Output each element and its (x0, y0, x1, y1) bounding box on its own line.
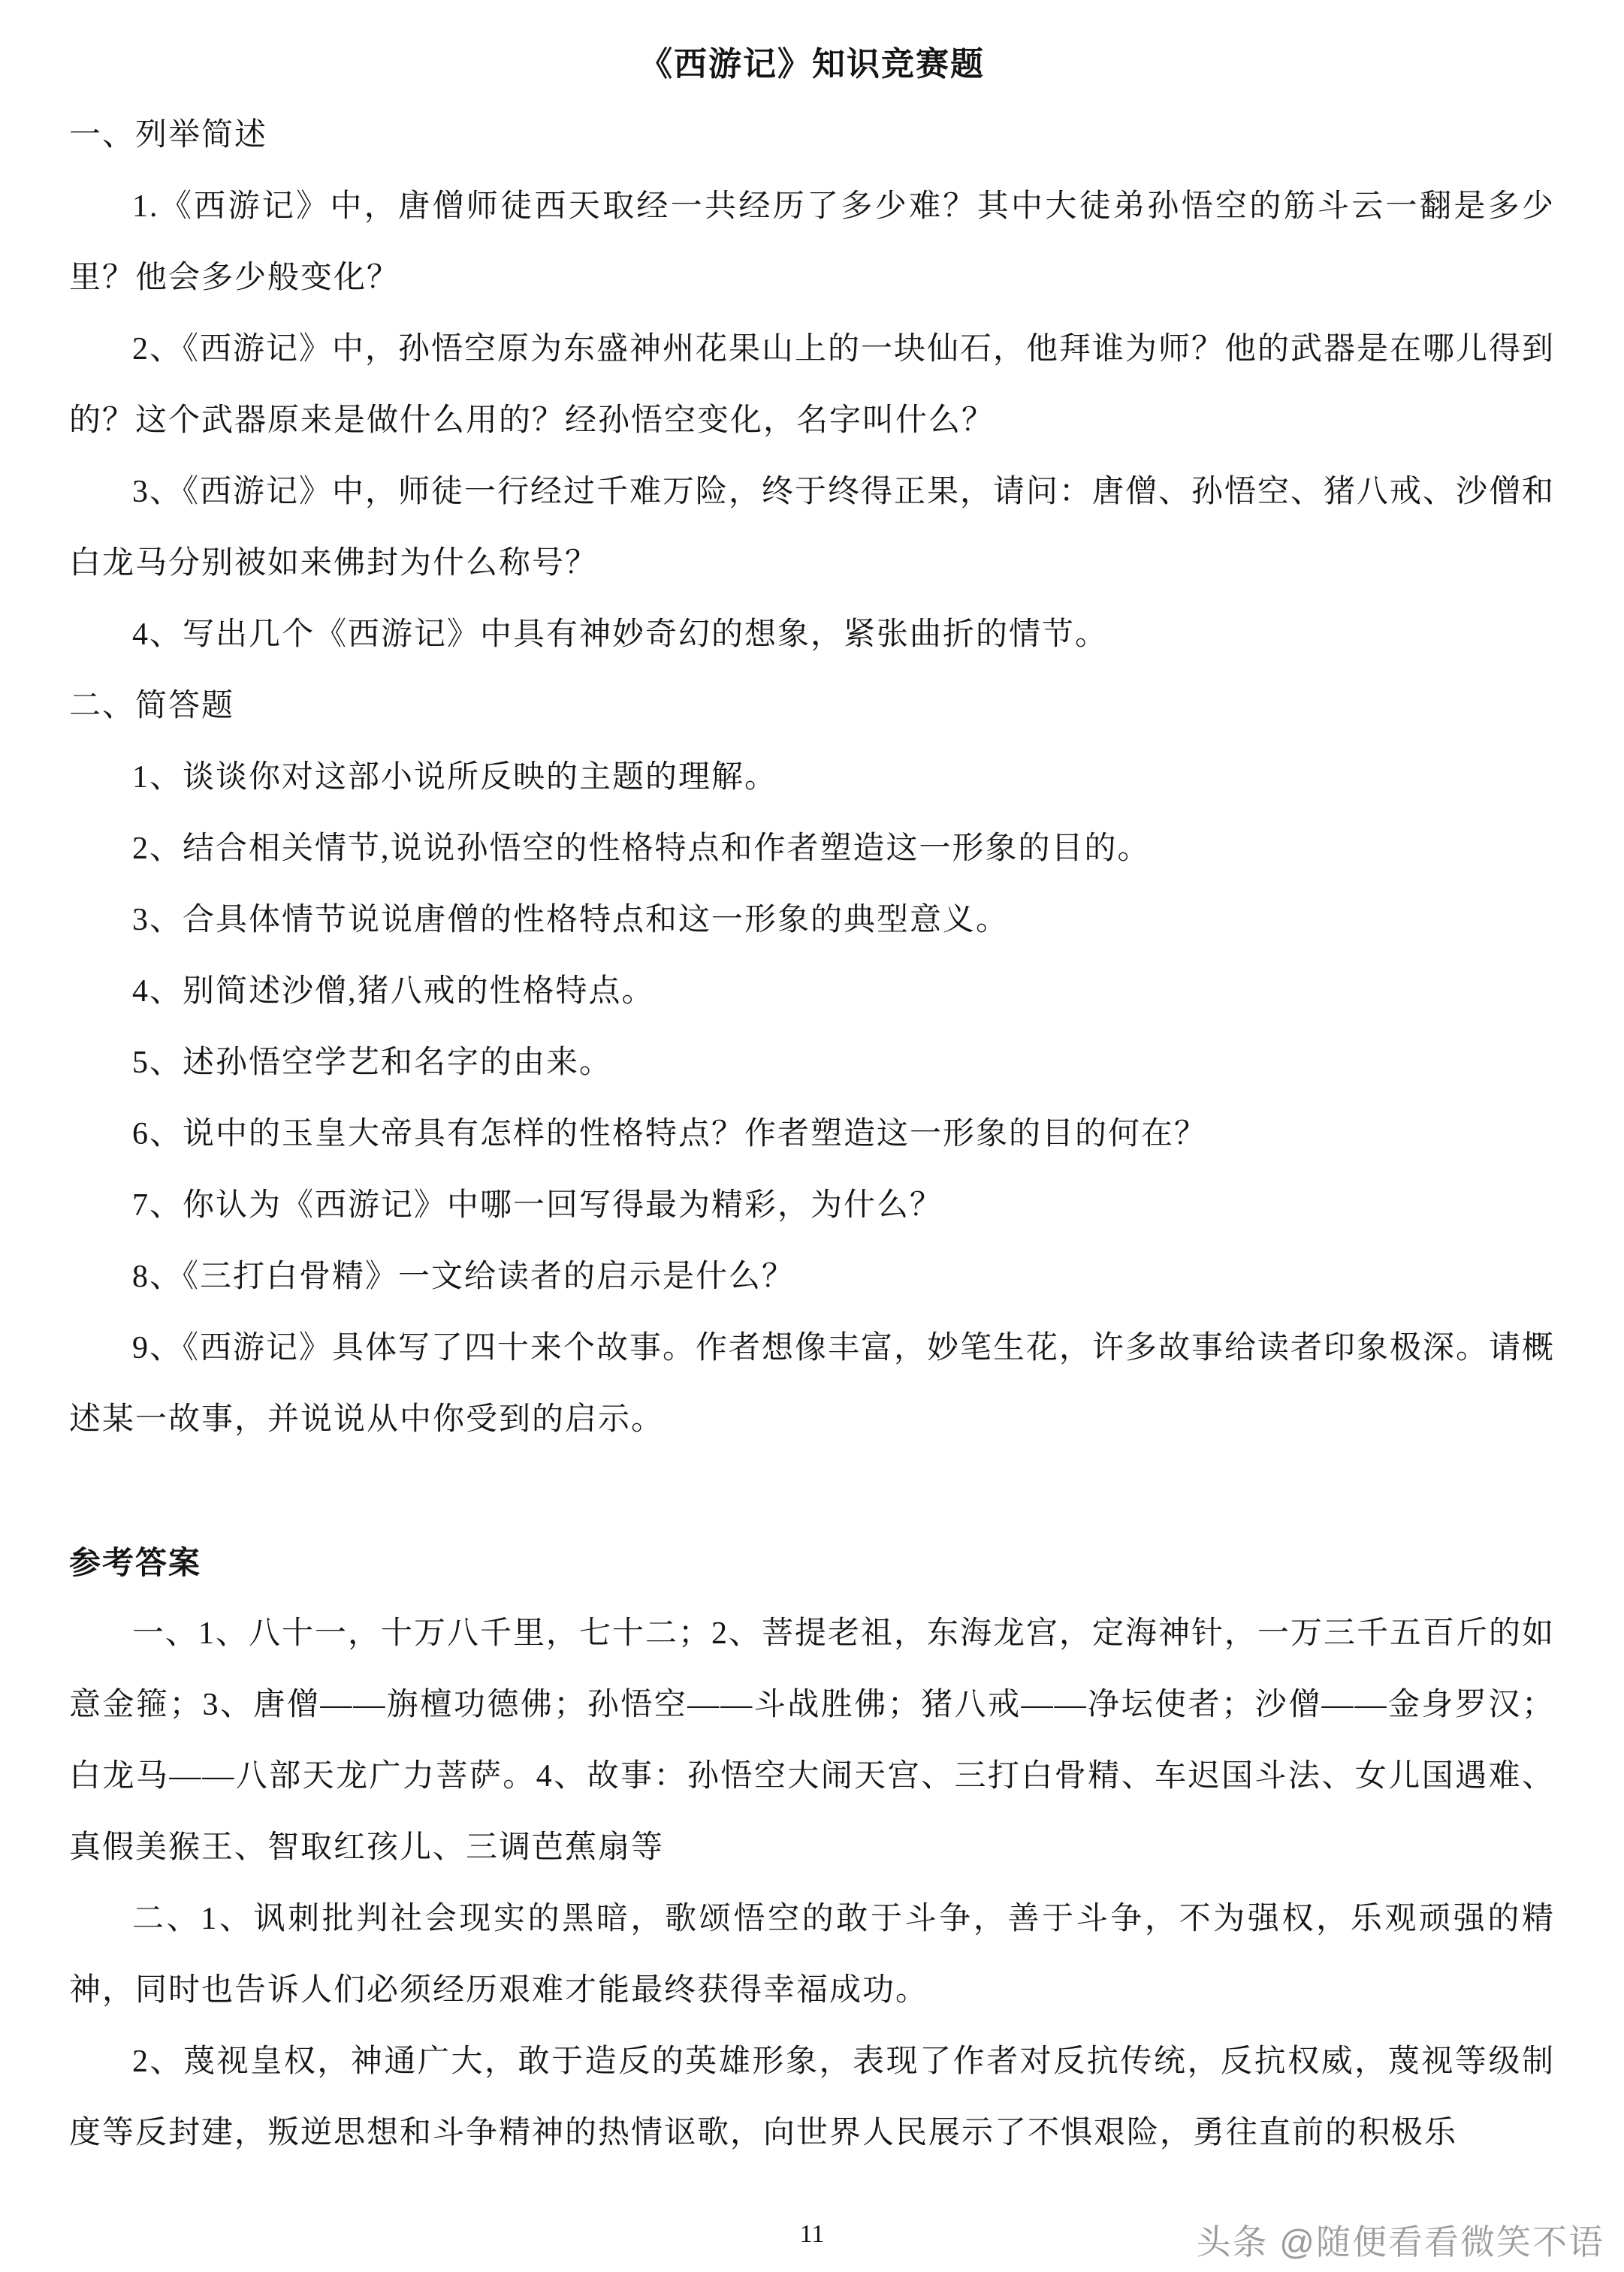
question-item: 2、结合相关情节,说说孙悟空的性格特点和作者塑造这一形象的目的。 (132, 831, 1151, 866)
question-item: 7、你认为《西游记》中哪一回写得最为精彩，为什么？ (132, 1188, 943, 1223)
answer-item: 二、1、讽刺批判社会现实的黑暗，歌颂悟空的敢于斗争，善于斗争，不为强权，乐观顽强的精神，同时也告诉人们必须经历艰难才能最终获得幸福成功。 (69, 1902, 1555, 2008)
watermark: 头条 @随便看看微笑不语 (1196, 2222, 1604, 2261)
question-item: 1.《西游记》中，唐僧师徒西天取经一共经历了多少难？其中大徒弟孙悟空的筋斗云一翻是多少里？他会多少般变化？ (69, 189, 1555, 295)
question-item: 8、《三打白骨精》一文给读者的启示是什么？ (132, 1260, 795, 1294)
section-heading-short-answer: 二、简答题 (69, 689, 235, 723)
answer-item: 2、蔑视皇权，神通广大，敢于造反的英雄形象，表现了作者对反抗传统，反抗权威，蔑视等级制度等反封建，叛逆思想和斗争精神的热情讴歌，向世界人民展示了不惧艰险，勇往直前的积极乐 (69, 2044, 1555, 2150)
question-item: 2、《西游记》中，孙悟空原为东盛神州花果山上的一块仙石，他拜谁为师？他的武器是在哪儿得到的？这个武器原来是做什么用的？经孙悟空变化，名字叫什么？ (69, 332, 1556, 438)
question-item: 5、述孙悟空学艺和名字的由来。 (132, 1045, 613, 1080)
question-item: 4、写出几个《西游记》中具有神妙奇幻的想象，紧张曲折的情节。 (132, 617, 1109, 652)
question-item: 3、合具体情节说说唐僧的性格特点和这一形象的典型意义。 (132, 903, 1010, 937)
question-item: 6、说中的玉皇大帝具有怎样的性格特点？作者塑造这一形象的目的何在？ (132, 1117, 1208, 1151)
question-item: 3、《西游记》中，师徒一行经过千难万险，终于终得正果，请问：唐僧、孙悟空、猪八戒、沙僧和白龙马分别被如来佛封为什么称号？ (69, 475, 1556, 581)
document-page (69, 29, 1555, 2169)
answers-heading: 参考答案 (69, 1545, 202, 1580)
document-title: 《西游记》知识竞赛题 (639, 46, 985, 83)
answer-item: 一、1、八十一，十万八千里，七十二；2、菩提老祖，东海龙宫，定海神针，一万三千五百斤的如意金箍；3、唐僧——旃檀功德佛；孙悟空——斗战胜佛；猪八戒——净坛使者；沙僧——金身罗汉；白龙马——八部天龙广力菩萨。4、故事：孙悟空大闹天宫、三打白骨精、车迟国斗法、女儿国遇难、真假美猴王、智取红孩儿、三调芭蕉扇等 (69, 1616, 1556, 1865)
section-heading-list: 一、列举简述 (69, 118, 268, 152)
question-item: 1、谈谈你对这部小说所反映的主题的理解。 (132, 760, 778, 795)
page-number: 11 (799, 2220, 825, 2248)
question-item: 9、《西游记》具体写了四十来个故事。作者想像丰富，妙笔生花，许多故事给读者印象极深。请概述某一故事，并说说从中你受到的启示。 (69, 1331, 1556, 1437)
question-item: 4、别简述沙僧,猪八戒的性格特点。 (132, 974, 655, 1009)
